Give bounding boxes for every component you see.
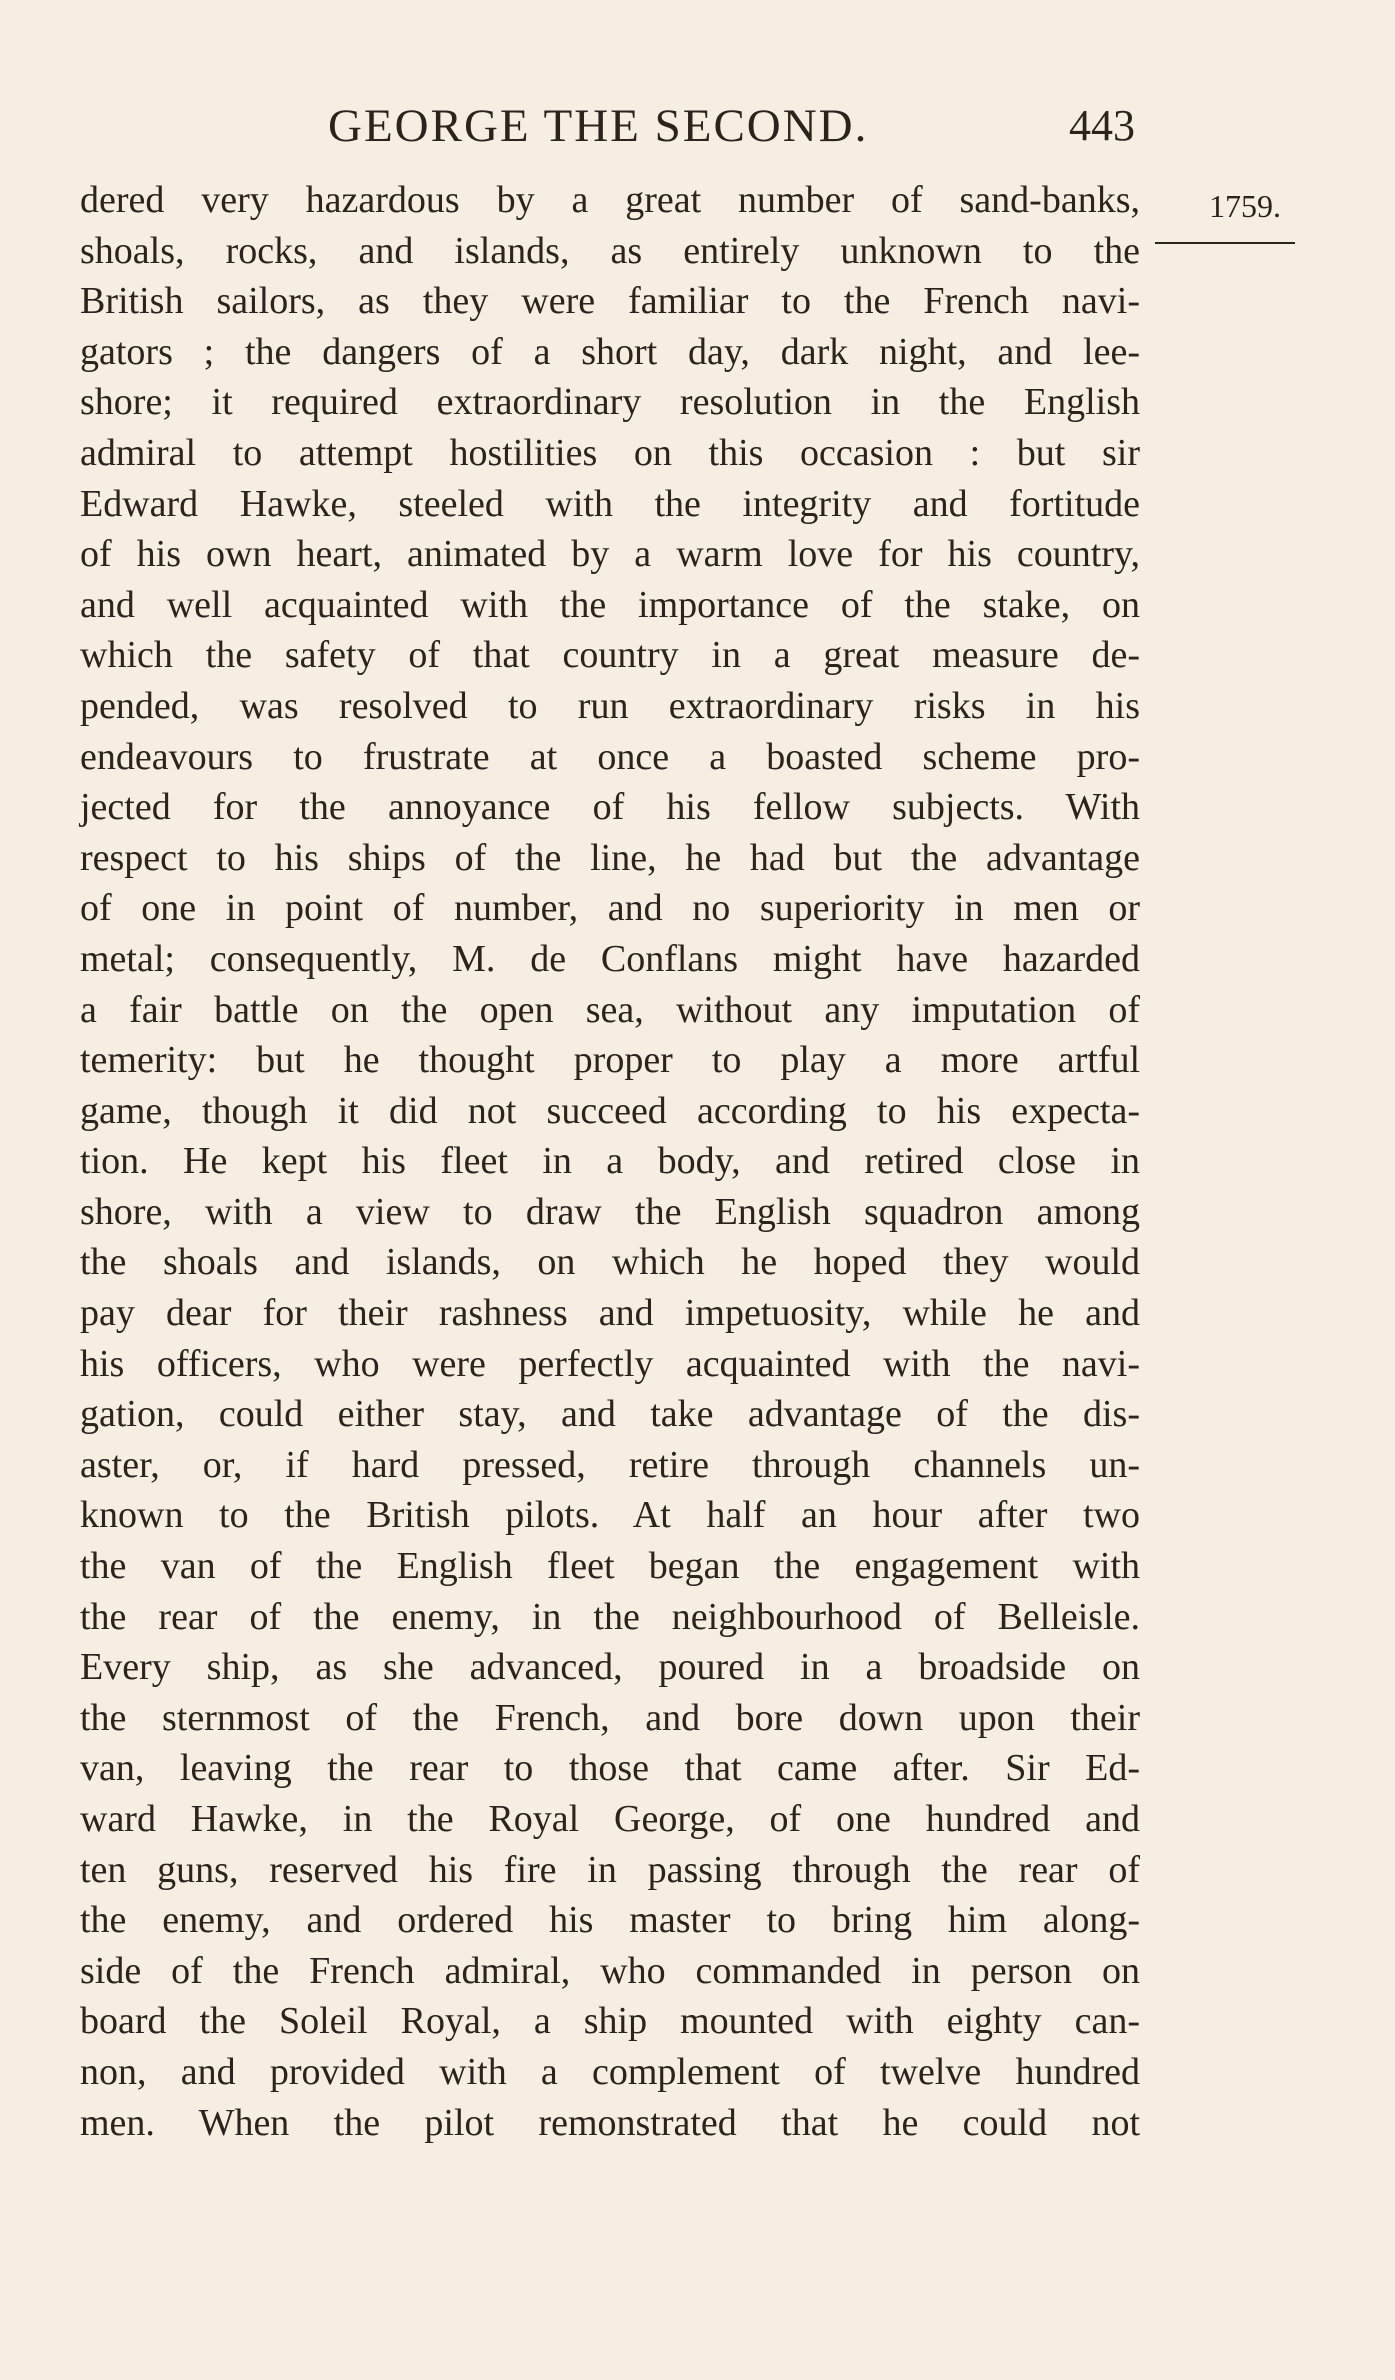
text-line: dered very hazardous by a great number of sand-banks, — [80, 179, 1140, 221]
running-head — [80, 96, 1135, 156]
margin-year: 1759. — [1209, 188, 1281, 224]
text-line: the shoals and islands, on which he hoped they would — [80, 1241, 1140, 1284]
text-line: respect to his ships of the line, he had but the advantage — [80, 836, 1140, 879]
text-line: of one in point of number, and no superiority in men or — [80, 887, 1140, 930]
text-line: jected for the annoyance of his fellow subjects. With — [80, 786, 1140, 829]
text-line: which the safety of that country in a great measure de- — [80, 634, 1140, 677]
text-line: the sternmost of the French, and bore down upon their — [80, 1696, 1140, 1739]
text-line: men. When the pilot remonstrated that he could not — [80, 2101, 1140, 2144]
text-line: game, though it did not succeed according to his expecta- — [80, 1089, 1140, 1132]
text-line: Edward Hawke, steeled with the integrity and fortitude — [80, 482, 1140, 525]
text-line: pay dear for their rashness and impetuosity, while he and — [80, 1292, 1140, 1335]
text-line: his officers, who were perfectly acquainted with the navi- — [80, 1342, 1140, 1385]
text-line: pended, was resolved to run extraordinary risks in his — [80, 684, 1140, 727]
text-line: Every ship, as she advanced, poured in a broadside on — [80, 1646, 1140, 1689]
text-line: ward Hawke, in the Royal George, of one hundred and — [80, 1798, 1140, 1840]
text-line: known to the British pilots. At half an hour after two — [80, 1494, 1140, 1537]
text-line: side of the French admiral, who commanded in person on — [80, 1949, 1140, 1992]
text-line: shore, with a view to draw the English squadron among — [80, 1190, 1140, 1233]
margin-rule — [1155, 242, 1295, 244]
text-line: endeavours to frustrate at once a boasted scheme pro- — [80, 735, 1140, 778]
page-number: 443 — [1069, 101, 1135, 150]
text-line: temerity: but he thought proper to play a more artful — [80, 1039, 1140, 1082]
text-line: a fair battle on the open sea, without any imputation of — [80, 988, 1140, 1031]
text-line: the enemy, and ordered his master to bring him along- — [80, 1899, 1140, 1942]
text-line: British sailors, as they were familiar to the French navi- — [80, 280, 1140, 323]
text-line: the van of the English fleet began the engagement with — [80, 1545, 1140, 1588]
text-line: admiral to attempt hostilities on this occasion : but sir — [80, 431, 1140, 474]
text-line: board the Soleil Royal, a ship mounted with eighty can- — [80, 2000, 1140, 2043]
text-line: gators ; the dangers of a short day, dark night, and lee- — [80, 330, 1140, 373]
text-line: and well acquainted with the importance of the stake, on — [80, 583, 1140, 626]
text-line: metal; consequently, M. de Conflans might have hazarded — [80, 937, 1140, 980]
text-line: van, leaving the rear to those that came after. Sir Ed- — [80, 1747, 1140, 1790]
text-line: tion. He kept his fleet in a body, and retired close in — [80, 1140, 1140, 1183]
body-text — [80, 175, 1140, 2148]
text-line: aster, or, if hard pressed, retire through channels un- — [80, 1443, 1140, 1486]
text-line: ten guns, reserved his fire in passing through the rear of — [80, 1848, 1140, 1891]
text-line: the rear of the enemy, in the neighbourhood of Belleisle. — [80, 1595, 1140, 1638]
text-line: shore; it required extraordinary resolution in the English — [80, 381, 1140, 424]
text-line: of his own heart, animated by a warm love for his country, — [80, 533, 1140, 576]
text-line: gation, could either stay, and take advantage of the dis- — [80, 1393, 1140, 1436]
text-line: non, and provided with a complement of twelve hundred — [80, 2050, 1140, 2093]
running-title: GEORGE THE SECOND. — [328, 100, 869, 152]
text-line: shoals, rocks, and islands, as entirely unknown to the — [80, 229, 1140, 272]
